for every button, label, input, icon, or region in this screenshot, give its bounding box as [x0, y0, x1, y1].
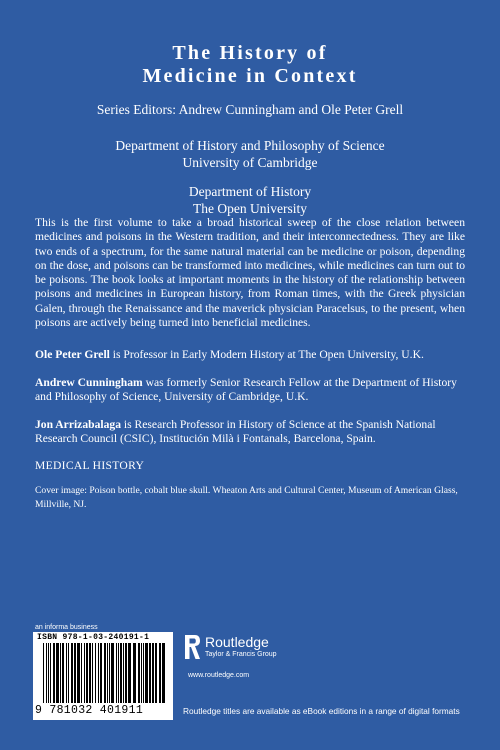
barcode-bar [81, 643, 82, 703]
series-title-line-2: Medicine in Context [142, 65, 358, 87]
series-title [0, 42, 500, 88]
barcode-bar [138, 643, 140, 703]
barcode-bars [43, 643, 167, 703]
barcode-bar [149, 643, 151, 703]
book-description: This is the first volume to take a broad historical sweep of the close relation between medicines and poisons in the Western tradition, and their interconnectedness. They are like two ends of a spectrum, for the same natural material can be medicine or poison, depending on the dose, and poisons can be transformed into medicines, while medicines can turn out to be poisons. The book looks at important moments in the history of the relationship between poisons and medicines in European history, from Roman times, with the Greek physician Galen, through the Renaissance and the maverick physician Paracelsus, to the present, when poisons are actively being turned into beneficial medicines. [35, 216, 465, 330]
barcode-bar [143, 643, 144, 703]
barcode-bar [53, 643, 55, 703]
barcode-bar [89, 643, 91, 703]
series-editors: Series Editors: Andrew Cunningham and Ole Peter Grell [96, 102, 404, 117]
barcode-bar [46, 643, 47, 703]
subject-category: MEDICAL HISTORY [35, 459, 145, 472]
barcode-bar [71, 643, 73, 703]
ebook-note: Routledge titles are available as eBook editions in a range of digital formats [183, 706, 460, 716]
barcode-bar [159, 643, 161, 703]
barcode [33, 632, 173, 720]
isbn-digits: 9 781032 401911 [35, 704, 144, 717]
barcode-bar [111, 643, 114, 703]
routledge-r-icon [183, 634, 201, 660]
publisher-name: Routledge [205, 634, 269, 650]
publisher-group: Taylor & Francis Group [205, 651, 277, 658]
barcode-bar [116, 643, 117, 703]
barcode-bar [50, 643, 51, 703]
barcode-bar [56, 643, 59, 703]
author-name: Andrew Cunningham [35, 376, 143, 389]
barcode-bar [92, 643, 93, 703]
department-open-university [0, 183, 500, 217]
barcode-bar [68, 643, 69, 703]
barcode-bar [104, 643, 106, 703]
author-bio-cunningham [35, 376, 465, 405]
barcode-bar [74, 643, 76, 703]
department-cambridge [0, 137, 500, 171]
author-bio-text: was formerly Senior Research Fellow at the Department of History and Philosophy of Science, University of Cambridge, U.K. [35, 376, 457, 404]
informa-tagline: an informa business [35, 624, 98, 631]
barcode-bar [77, 643, 80, 703]
cover-image-credit: Cover image: Poison bottle, cobalt blue skull. Wheaton Arts and Cultural Center, Museum of American Glass, Millville, NJ. [35, 485, 458, 510]
author-name: Jon Arrizabalaga [35, 418, 121, 431]
barcode-bar [62, 643, 64, 703]
author-bio-grell [35, 348, 465, 362]
barcode-bar [141, 643, 142, 703]
barcode-bar [145, 643, 148, 703]
barcode-bar [66, 643, 67, 703]
author-bio-text: is Research Professor in History of Science at the Spanish National Research Council (CSIC), Institución Milà i Fontanals, Barcelona, Spain. [35, 418, 436, 446]
department-cambridge-line-1: Department of History and Philosophy of Science [115, 138, 385, 153]
author-name: Ole Peter Grell [35, 348, 110, 361]
barcode-bar [95, 643, 96, 703]
series-title-line-1: The History of [172, 42, 328, 64]
department-open-line-2: The Open University [193, 201, 307, 216]
barcode-bar [162, 643, 165, 703]
barcode-bar [43, 643, 44, 703]
barcode-bar [98, 643, 99, 703]
barcode-bar [120, 643, 122, 703]
barcode-bar [128, 643, 131, 703]
barcode-bar [60, 643, 61, 703]
barcode-bar [48, 643, 49, 703]
barcode-bar [100, 643, 102, 703]
barcode-bar [123, 643, 124, 703]
barcode-bar [152, 643, 154, 703]
author-bio-text: is Professor in Early Modern History at The Open University, U.K. [109, 348, 424, 361]
publisher-url: www.routledge.com [188, 672, 250, 679]
department-cambridge-line-2: University of Cambridge [182, 155, 318, 170]
barcode-bar [118, 643, 119, 703]
barcode-bar [109, 643, 110, 703]
barcode-bar [86, 643, 88, 703]
barcode-bar [155, 643, 157, 703]
barcode-bar [125, 643, 127, 703]
isbn-label: ISBN 978-1-03-240191-1 [37, 633, 150, 642]
barcode-bar [133, 643, 136, 703]
department-open-line-1: Department of History [188, 184, 312, 199]
barcode-bar [84, 643, 85, 703]
author-bio-arrizabalaga [35, 418, 465, 447]
barcode-bar [107, 643, 108, 703]
